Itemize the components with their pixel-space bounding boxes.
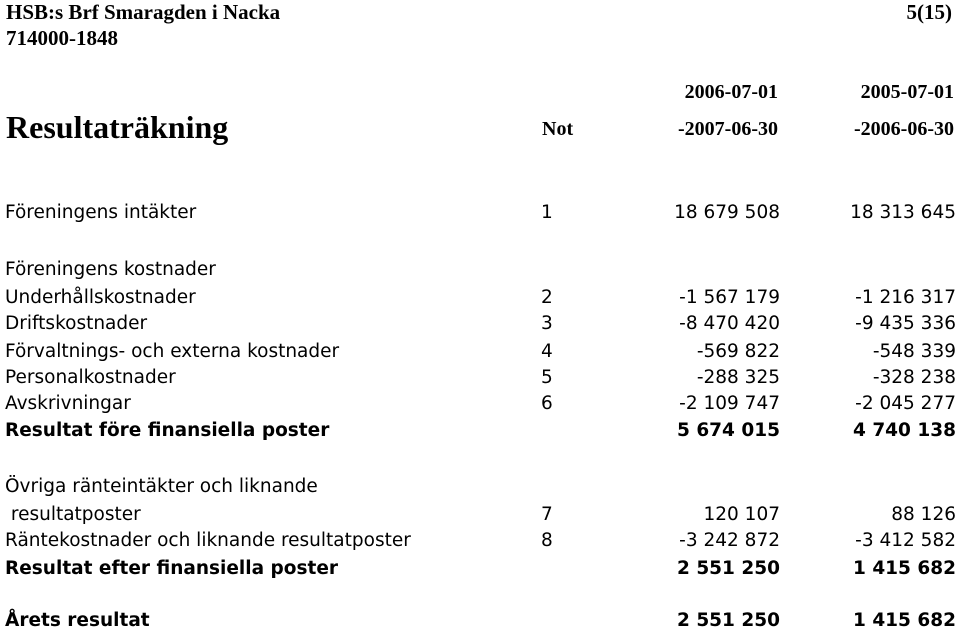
table-row [0,285,960,311]
table-row [0,311,960,337]
table-row [0,474,960,500]
row-note: 3 [541,313,553,334]
row-value-period2: 88 126 [891,504,956,525]
row-label: Avskrivningar [5,393,131,414]
table-row [0,200,960,226]
row-value-period1: -569 822 [696,341,780,362]
row-label: Årets resultat [5,610,150,631]
row-value-period1: -2 109 747 [679,393,780,414]
row-note: 2 [541,287,553,308]
row-label: Personalkostnader [5,367,176,388]
table-row [0,556,960,582]
row-label: Övriga ränteintäkter och liknande [5,476,318,497]
table-row [0,418,960,444]
row-value-period1: -1 567 179 [679,287,780,308]
period1-start: 2006-07-01 [684,81,778,103]
row-label: resultatposter [5,504,141,525]
row-value-period1: -3 242 872 [679,530,780,551]
organization-number: 714000-1848 [6,26,118,50]
statement-title: Resultaträkning [6,109,229,145]
table-row [0,365,960,391]
row-value-period1: 2 551 250 [677,610,780,631]
row-note: 7 [541,504,553,525]
row-value-period1: 2 551 250 [677,558,780,579]
row-value-period2: 1 415 682 [853,558,956,579]
period2-end: -2006-06-30 [854,118,954,140]
row-value-period1: 18 679 508 [674,202,780,223]
row-value-period2: -9 435 336 [855,313,956,334]
row-value-period2: -548 339 [872,341,956,362]
row-label: Resultat efter finansiella poster [5,558,338,579]
row-value-period2: -2 045 277 [855,393,956,414]
row-value-period2: 4 740 138 [853,420,956,441]
row-label: Föreningens kostnader [5,259,216,280]
row-value-period2: 18 313 645 [850,202,956,223]
page-number: 5(15) [906,0,952,24]
row-value-period2: 1 415 682 [853,610,956,631]
row-value-period1: -288 325 [696,367,780,388]
row-label: Föreningens intäkter [5,202,197,223]
row-note: 6 [541,393,553,414]
table-row [0,391,960,417]
row-note: 4 [541,341,553,362]
row-value-period1: 5 674 015 [677,420,780,441]
period1-end: -2007-06-30 [678,118,778,140]
row-label: Driftskostnader [5,313,148,334]
table-row [0,502,960,528]
note-column-header: Not [542,118,574,140]
period2-start: 2005-07-01 [860,81,954,103]
row-note: 5 [541,367,553,388]
table-row [0,339,960,365]
table-row [0,528,960,554]
row-label: Underhållskostnader [5,287,196,308]
row-note: 1 [541,202,553,223]
row-value-period1: -8 470 420 [679,313,780,334]
row-note: 8 [541,530,553,551]
row-label: Förvaltnings- och externa kostnader [5,341,340,362]
row-value-period2: -328 238 [872,367,956,388]
row-value-period1: 120 107 [703,504,780,525]
row-label: Resultat före finansiella poster [5,420,330,441]
row-value-period2: -3 412 582 [855,530,956,551]
table-row [0,257,960,283]
row-label: Räntekostnader och liknande resultatposter [5,530,411,551]
row-value-period2: -1 216 317 [855,287,956,308]
organization-name: HSB:s Brf Smaragden i Nacka [6,0,281,24]
table-row [0,608,960,634]
